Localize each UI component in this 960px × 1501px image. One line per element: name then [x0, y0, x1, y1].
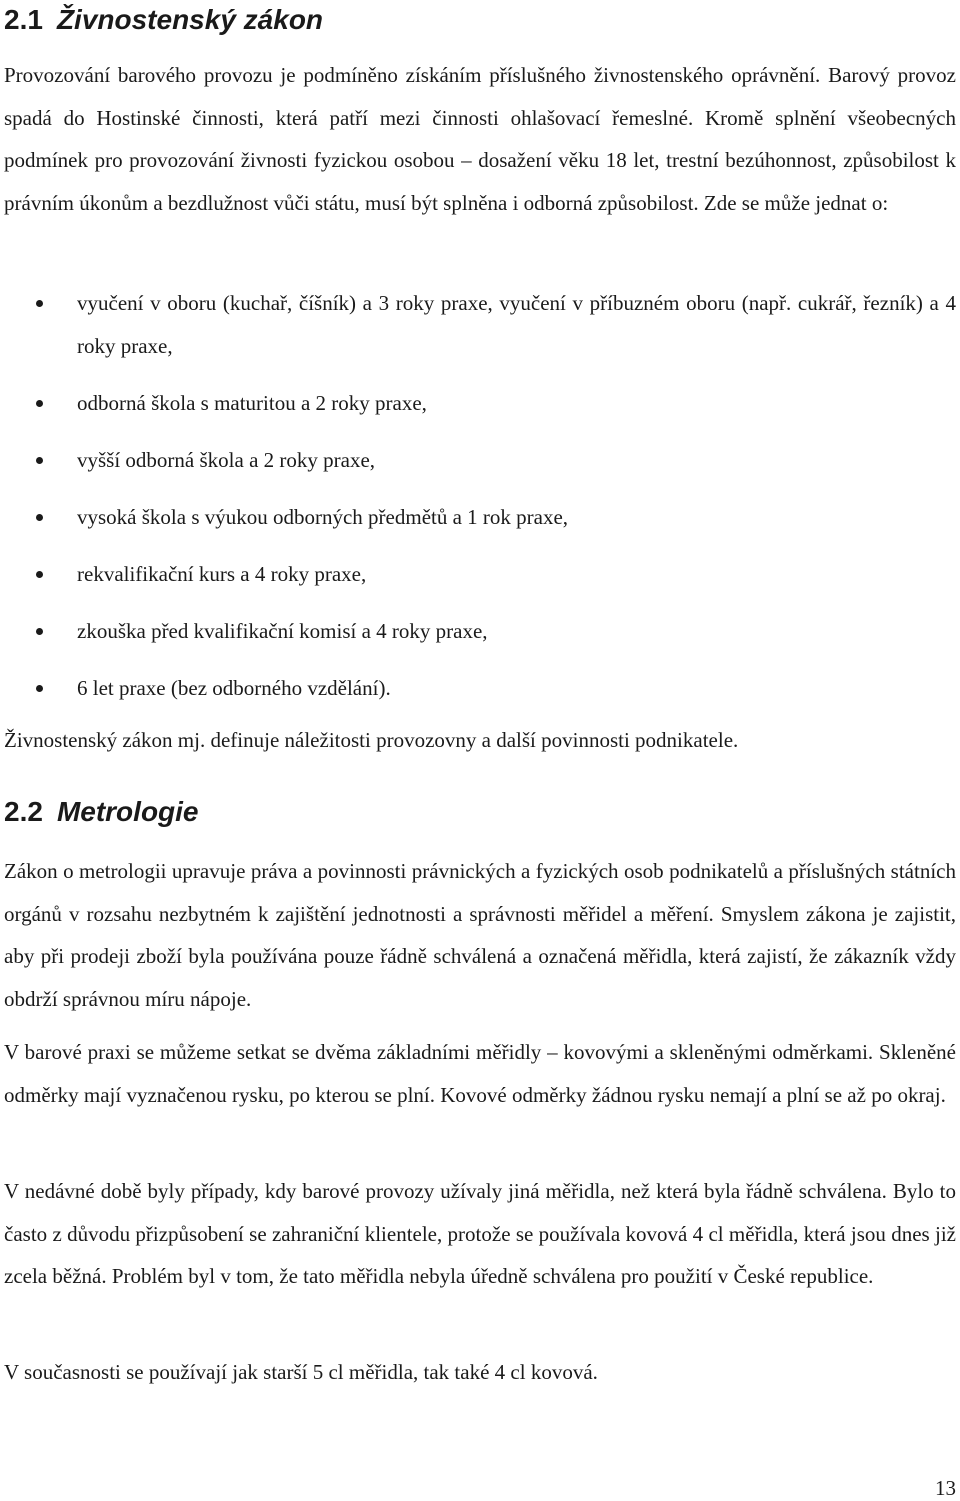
section-heading-metrologie: [4, 795, 199, 829]
list-item-text: zkouška před kvalifikační komisí a 4 roky praxe,: [77, 618, 488, 643]
list-item-text: vyučení v oboru (kuchař, číšník) a 3 roky praxe, vyučení v příbuzném oboru (např. cukrář, řezník) a 4 roky praxe,: [77, 291, 956, 358]
metrology-paragraph-4: V současnosti se používají jak starší 5 cl měřidla, tak také 4 cl kovová.: [4, 1360, 598, 1384]
section-number: 2.2: [4, 796, 43, 827]
bullet-icon: [36, 400, 43, 407]
list-item: [0, 282, 960, 367]
metrology-paragraph-2: V barové praxi se můžeme setkat se dvěma základními měřidly – kovovými a skleněnými odměrkami. Skleněné odměrky mají vyznačenou rysku, po kterou se plní. Kovové odměrky žádnou rysku nemají a plní se až po okraj.: [4, 1040, 956, 1107]
list-item: [0, 496, 960, 539]
bullet-icon: [36, 457, 43, 464]
list-item: [0, 439, 960, 482]
list-item-text: odborná škola s maturitou a 2 roky praxe,: [77, 390, 427, 415]
bullet-icon: [36, 685, 43, 692]
metrology-paragraph-1: Zákon o metrologii upravuje práva a povinnosti právnických a fyzických osob podnikatelů a příslušných státních orgánů v rozsahu nezbytném k zajištění jednotnosti a správnosti měřidel a měření. Smyslem zákona je zajistit, aby při prodeji zboží byla používána pouze řádně schválená a označená měřidla, která zajistí, že zákazník vždy obdrží správnou míru nápoje.: [4, 859, 956, 1011]
list-item: [0, 382, 960, 425]
section-title: Živnostenský zákon: [56, 4, 324, 35]
list-item: [0, 667, 960, 710]
bullet-icon: [36, 514, 43, 521]
list-item-text: vysoká škola s výukou odborných předmětů a 1 rok praxe,: [77, 504, 569, 529]
list-item-text: rekvalifikační kurs a 4 roky praxe,: [77, 561, 367, 586]
bullet-icon: [36, 628, 43, 635]
bullet-icon: [36, 571, 43, 578]
intro-paragraph: Provozování barového provozu je podmíněno získáním příslušného živnostenského oprávnění. Barový provoz spadá do Hostinské činnosti, která patří mezi činnosti ohlašovací řemeslné. Kromě splnění všeobecných podmínek pro provozování živnosti fyzickou osobou – dosažení věku 18 let, trestní bezúhonnost, způsobilost k právním úkonům a bezdlužnost vůči státu, musí být splněna i odborná způsobilost. Zde se může jednat o:: [4, 63, 956, 215]
section-number: 2.1: [4, 4, 43, 35]
closing-paragraph: Živnostenský zákon mj. definuje náležitosti provozovny a další povinnosti podnikatele.: [4, 728, 739, 752]
qualification-list: [0, 282, 960, 724]
list-item-text: vyšší odborná škola a 2 roky praxe,: [77, 447, 376, 472]
list-item: [0, 553, 960, 596]
list-item-text: 6 let praxe (bez odborného vzdělání).: [77, 675, 391, 700]
metrology-paragraph-3: V nedávné době byly případy, kdy barové provozy užívaly jiná měřidla, než která byla řádně schválena. Bylo to často z důvodu přizpůsobení se zahraniční klientele, protože se používala kovová 4 cl měřidla, která jsou dnes již zcela běžná. Problém byl v tom, že tato měřidla nebyla úředně schválena pro použití v České republice.: [4, 1179, 956, 1288]
list-item: [0, 610, 960, 653]
page-number: 13: [935, 1476, 956, 1500]
section-title: Metrologie: [56, 796, 199, 827]
section-heading-zivnostensky-zakon: [4, 3, 323, 37]
bullet-icon: [36, 300, 43, 307]
